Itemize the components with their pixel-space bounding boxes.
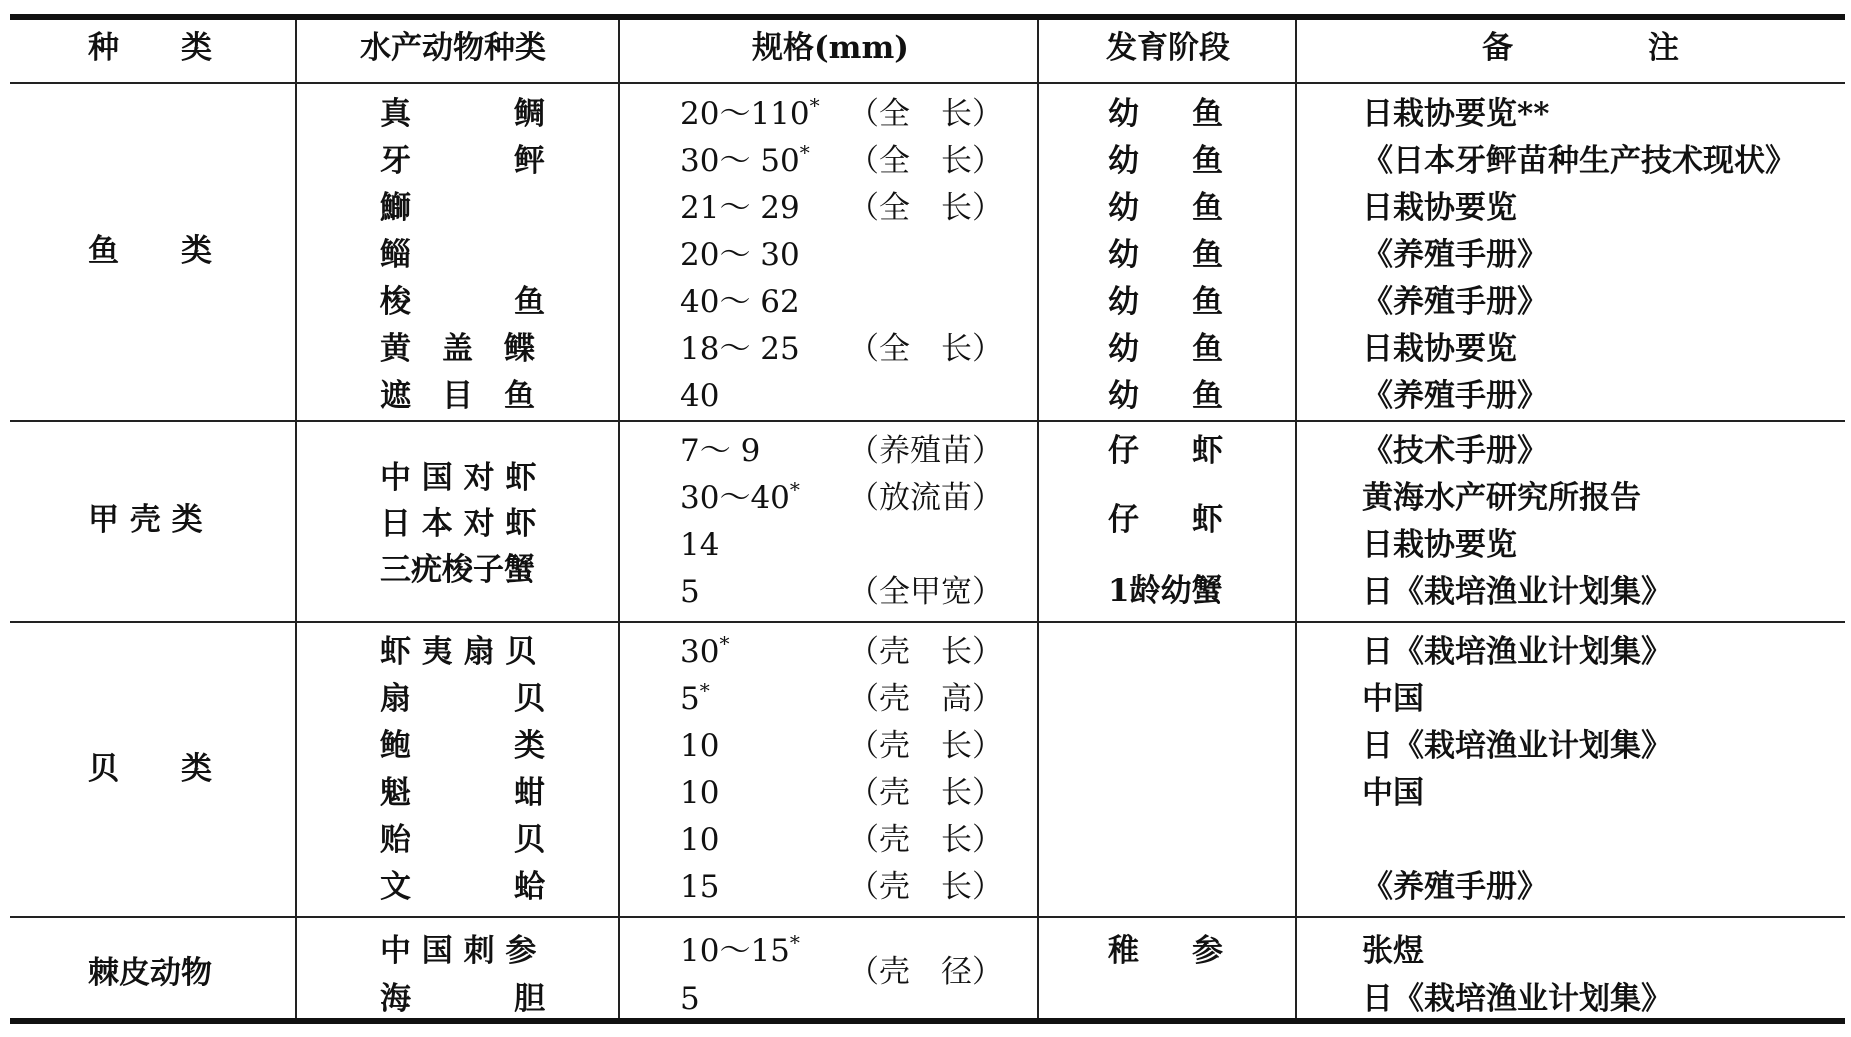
species-name-part: 胆 [514, 981, 545, 1017]
species-name-part: 鲍 [380, 728, 411, 764]
unit-cell: （壳 长） [848, 869, 1003, 905]
remark-cell: 中国 [1362, 775, 1424, 811]
remark-cell: 日《栽培渔业计划集》 [1362, 634, 1672, 670]
stage-cell: 稚 参 [1108, 933, 1223, 969]
stage-cell [1108, 190, 1223, 226]
species-name: 中 国 对 虾 [380, 460, 537, 496]
species-name-part: 鱼 [514, 284, 545, 320]
unit-cell: （全 长） [848, 96, 1003, 132]
species-name: 遮 目 鱼 [380, 378, 535, 414]
size-value: 5 [680, 574, 700, 610]
stage-cell: 仔 虾 [1108, 433, 1223, 469]
remark-cell: 《日本牙鲆苗种生产技术现状》 [1362, 143, 1796, 179]
category-fish: 鱼 类 [88, 233, 212, 269]
species-name: 鰤 [380, 190, 411, 226]
unit-cell: （壳 长） [848, 634, 1003, 670]
category-shellfish: 贝 类 [88, 751, 212, 787]
category-echinoderm: 棘皮动物 [88, 955, 212, 991]
species-name [380, 822, 545, 858]
species-name [380, 869, 545, 905]
stage-part: 幼 [1108, 143, 1139, 179]
species-name-part: 扇 [380, 681, 411, 717]
remark-cell: 日《栽培渔业计划集》 [1362, 574, 1672, 610]
stage-part: 鱼 [1192, 143, 1223, 179]
stage-part: 幼 [1108, 237, 1139, 273]
size-value: 14 [680, 527, 720, 563]
stage-part: 幼 [1108, 190, 1139, 226]
size-value: 30～ 50* [680, 140, 810, 179]
stage-cell [1108, 331, 1223, 367]
column-divider [1295, 20, 1297, 1018]
header-remark-a: 备 [1482, 30, 1513, 66]
stage-part: 幼 [1108, 331, 1139, 367]
column-divider [1037, 20, 1039, 1018]
group-divider [10, 420, 1845, 422]
unit-cell: （全 长） [848, 143, 1003, 179]
remark-cell: 日栽协要览 [1362, 527, 1517, 563]
footnote-star: * [719, 631, 730, 656]
size-value: 40～ 62 [680, 284, 800, 320]
remark-cell: 《养殖手册》 [1362, 284, 1548, 320]
species-name-part: 梭 [380, 284, 411, 320]
species-name-part: 牙 [380, 143, 411, 179]
remark-cell: 日栽协要览** [1362, 96, 1550, 132]
stage-part: 鱼 [1192, 237, 1223, 273]
species-name-part: 贻 [380, 822, 411, 858]
species-name-part: 蛤 [514, 869, 545, 905]
stage-cell [1108, 378, 1223, 414]
stage-part: 幼 [1108, 378, 1139, 414]
size-value: 21～ 29 [680, 190, 800, 226]
category-crustacean: 甲 壳 类 [88, 502, 203, 538]
footnote-star: * [799, 140, 810, 165]
species-name-part: 鲆 [514, 143, 545, 179]
remark-cell: 中国 [1362, 681, 1424, 717]
unit-cell: （壳 长） [848, 728, 1003, 764]
species-name-part: 类 [514, 728, 545, 764]
group-divider [10, 916, 1845, 918]
species-name-part: 海 [380, 981, 411, 1017]
stage-cell [1108, 143, 1223, 179]
species-name [380, 728, 545, 764]
size-value: 20～ 30 [680, 237, 800, 273]
header-category: 种 类 [88, 30, 212, 66]
unit-cell: （壳 高） [848, 681, 1003, 717]
unit-cell: （壳 长） [848, 822, 1003, 858]
species-name [380, 284, 545, 320]
remark-cell: 《养殖手册》 [1362, 869, 1548, 905]
size-value: 30～40* [680, 477, 800, 516]
stage-cell [1108, 237, 1223, 273]
remark-cell: 《养殖手册》 [1362, 378, 1548, 414]
unit-cell: （壳 长） [848, 775, 1003, 811]
size-value: 10 [680, 822, 720, 858]
species-name-part: 魁 [380, 775, 411, 811]
species-name: 鲻 [380, 237, 411, 273]
size-value: 10～15* [680, 930, 800, 969]
species-size-table [10, 14, 1845, 1024]
remark-cell: 《技术手册》 [1362, 433, 1548, 469]
footnote-star: * [789, 477, 800, 502]
species-name [380, 775, 545, 811]
unit-cell: （壳 径） [848, 954, 1003, 990]
species-name-part: 贝 [514, 681, 545, 717]
unit-cell: （放流苗） [848, 480, 1003, 516]
size-value: 5* [680, 678, 710, 717]
header-stage: 发育阶段 [1106, 30, 1230, 66]
species-name: 三疣梭子蟹 [380, 552, 535, 588]
footnote-star: * [809, 93, 820, 118]
stage-part: 幼 [1108, 284, 1139, 320]
remark-cell: 日栽协要览 [1362, 190, 1517, 226]
size-value: 40 [680, 378, 720, 414]
stage-part: 鱼 [1192, 190, 1223, 226]
species-name: 中 国 刺 参 [380, 933, 537, 969]
size-value: 20～110* [680, 93, 820, 132]
stage-part: 鱼 [1192, 378, 1223, 414]
species-name-part: 真 [380, 96, 411, 132]
unit-cell: （全甲宽） [848, 574, 1003, 610]
stage-part: 鱼 [1192, 284, 1223, 320]
species-name: 日 本 对 虾 [380, 506, 537, 542]
stage-part: 幼 [1108, 96, 1139, 132]
remark-cell: 日《栽培渔业计划集》 [1362, 728, 1672, 764]
species-name-part: 蚶 [514, 775, 545, 811]
size-value: 5 [680, 981, 700, 1017]
species-name-part: 贝 [514, 822, 545, 858]
species-name [380, 96, 545, 132]
header-size: 规格(mm) [752, 30, 909, 66]
remark-cell: 日《栽培渔业计划集》 [1362, 981, 1672, 1017]
species-name-part: 文 [380, 869, 411, 905]
footnote-star: * [789, 930, 800, 955]
remark-cell: 张煜 [1362, 933, 1424, 969]
remark-cell: 《养殖手册》 [1362, 237, 1548, 273]
column-divider [618, 20, 620, 1018]
unit-cell: （养殖苗） [848, 433, 1003, 469]
group-divider [10, 621, 1845, 623]
size-value: 30* [680, 631, 730, 670]
remark-cell: 日栽协要览 [1362, 331, 1517, 367]
species-name-part: 鲷 [514, 96, 545, 132]
unit-cell: （全 长） [848, 190, 1003, 226]
stage-cell: 1龄幼蟹 [1108, 573, 1223, 609]
header-species: 水产动物种类 [360, 30, 546, 66]
size-value: 7～ 9 [680, 433, 761, 469]
header-divider [10, 82, 1845, 84]
remark-cell: 黄海水产研究所报告 [1362, 480, 1641, 516]
species-name [380, 143, 545, 179]
size-value: 10 [680, 728, 720, 764]
species-name: 虾 夷 扇 贝 [380, 634, 537, 670]
size-value: 18～ 25 [680, 331, 800, 367]
size-value: 10 [680, 775, 720, 811]
stage-part: 鱼 [1192, 331, 1223, 367]
size-value: 15 [680, 869, 720, 905]
header-remark-b: 注 [1648, 30, 1679, 66]
stage-cell [1108, 96, 1223, 132]
stage-part: 鱼 [1192, 96, 1223, 132]
column-divider [295, 20, 297, 1018]
unit-cell: （全 长） [848, 331, 1003, 367]
species-name [380, 681, 545, 717]
stage-cell [1108, 284, 1223, 320]
footnote-star: * [699, 678, 710, 703]
stage-cell: 仔 虾 [1108, 502, 1223, 538]
species-name [380, 981, 545, 1017]
species-name: 黄 盖 鲽 [380, 331, 535, 367]
